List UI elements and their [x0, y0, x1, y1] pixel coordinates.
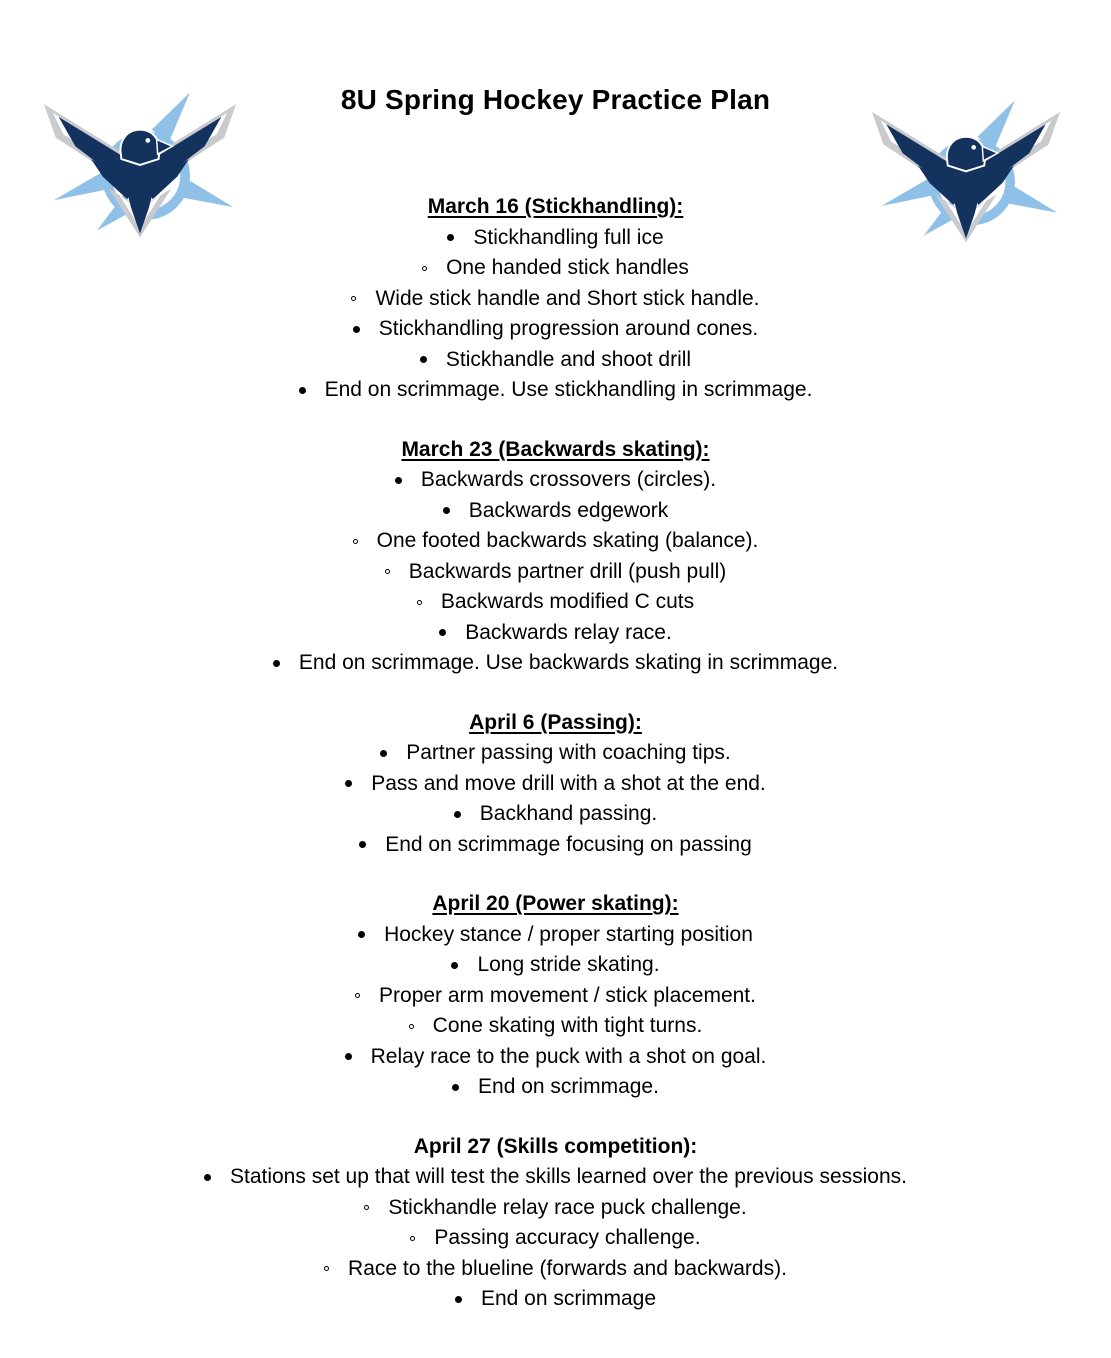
list-item-text: One footed backwards skating (balance).	[376, 529, 759, 552]
list-item-text: Wide stick handle and Short stick handle.	[375, 286, 760, 310]
bullet-circle-icon	[364, 1205, 369, 1210]
list-item-text: Hockey stance / proper starting position	[384, 922, 753, 946]
page-title: 8U Spring Hockey Practice Plan	[340, 84, 771, 115]
list-item	[0, 799, 1111, 830]
bullet-circle-icon	[385, 569, 390, 574]
list-item	[0, 648, 1111, 679]
list-item	[0, 1284, 1111, 1315]
list-item-text: End on scrimmage. Use stickhandling in scrimmage.	[324, 378, 813, 401]
bullet-disc-icon	[443, 507, 450, 514]
list-item	[0, 526, 1111, 557]
list-item-text: End on scrimmage	[480, 1287, 657, 1310]
bullet-disc-icon	[345, 1053, 352, 1060]
section-heading: April 6 (Passing):	[469, 710, 642, 734]
bullet-disc-icon	[380, 750, 387, 757]
list-item	[0, 284, 1111, 315]
list-item	[0, 618, 1111, 649]
list-item	[0, 769, 1111, 800]
bullet-disc-icon	[273, 660, 280, 667]
bullet-circle-icon	[410, 1236, 415, 1241]
list-item	[0, 1072, 1111, 1103]
list-item	[0, 1162, 1111, 1193]
list-item	[0, 1011, 1111, 1042]
list-item-text: Passing accuracy challenge.	[434, 1226, 701, 1249]
list-item-text: Stations set up that will test the skills learned over the previous sessions.	[229, 1165, 907, 1188]
list-item-text: Stickhandle and shoot drill	[445, 347, 692, 371]
list-item	[0, 830, 1111, 861]
list-item-text: End on scrimmage focusing on passing	[385, 832, 752, 856]
list-item-text: Backwards relay race.	[465, 620, 672, 644]
section-march-23	[0, 435, 1111, 679]
list-item	[0, 314, 1111, 345]
list-item	[0, 981, 1111, 1012]
bullet-disc-icon	[455, 1296, 462, 1303]
list-item	[0, 375, 1111, 406]
bullet-disc-icon	[420, 356, 427, 363]
bullet-disc-icon	[439, 629, 446, 636]
list-item	[0, 253, 1111, 284]
list-item-text: Cone skating with tight turns.	[432, 1014, 703, 1037]
section-heading: April 20 (Power skating):	[432, 892, 679, 915]
bullet-circle-icon	[351, 296, 356, 301]
list-item-text: Relay race to the puck with a shot on goal.	[370, 1044, 767, 1068]
section-heading: March 23 (Backwards skating):	[401, 437, 710, 461]
list-item-text: Stickhandling progression around cones.	[378, 317, 759, 340]
bullet-disc-icon	[447, 234, 454, 241]
section-april-27	[0, 1132, 1111, 1315]
section-april-6	[0, 708, 1111, 861]
list-item-text: One handed stick handles	[446, 256, 689, 279]
logo-eye	[145, 138, 150, 143]
list-item-text: End on scrimmage. Use backwards skating in scrimmage.	[298, 651, 839, 674]
bullet-disc-icon	[345, 780, 352, 787]
list-item-text: Long stride skating.	[477, 953, 660, 976]
list-item-text: Proper arm movement / stick placement.	[379, 983, 756, 1007]
bullet-disc-icon	[454, 811, 461, 818]
bullet-disc-icon	[204, 1174, 211, 1181]
list-item	[0, 1042, 1111, 1073]
bullet-circle-icon	[355, 993, 360, 998]
list-item-text: End on scrimmage.	[478, 1075, 659, 1098]
list-item-text: Pass and move drill with a shot at the end.	[371, 771, 766, 795]
list-item	[0, 557, 1111, 588]
list-item-text: Backwards crossovers (circles).	[420, 468, 717, 491]
practice-plan-content	[0, 192, 1111, 1315]
bullet-disc-icon	[299, 387, 306, 394]
list-item	[0, 587, 1111, 618]
list-item	[0, 1223, 1111, 1254]
list-item	[0, 345, 1111, 376]
bullet-circle-icon	[417, 600, 422, 605]
section-april-20	[0, 889, 1111, 1103]
bullet-disc-icon	[353, 326, 360, 333]
list-item	[0, 1254, 1111, 1285]
list-item-text: Backwards edgework	[468, 498, 669, 522]
section-march-16	[0, 192, 1111, 406]
bullet-circle-icon	[422, 266, 427, 271]
list-item-text: Backhand passing.	[479, 802, 658, 825]
bullet-disc-icon	[451, 962, 458, 969]
list-item	[0, 223, 1111, 254]
bullet-disc-icon	[359, 841, 366, 848]
list-item-text: Backwards partner drill (push pull)	[408, 559, 727, 583]
list-item	[0, 920, 1111, 951]
bullet-disc-icon	[452, 1084, 459, 1091]
list-item-text: Backwards modified C cuts	[440, 590, 695, 613]
list-item-text: Partner passing with coaching tips.	[406, 741, 731, 764]
bullet-disc-icon	[395, 477, 402, 484]
bullet-circle-icon	[353, 539, 358, 544]
section-heading: March 16 (Stickhandling):	[427, 195, 684, 218]
section-heading: April 27 (Skills competition):	[413, 1134, 698, 1158]
bullet-circle-icon	[409, 1024, 414, 1029]
list-item	[0, 465, 1111, 496]
list-item	[0, 950, 1111, 981]
list-item	[0, 496, 1111, 527]
list-item-text: Stickhandle relay race puck challenge.	[388, 1195, 747, 1219]
bullet-circle-icon	[324, 1266, 329, 1271]
list-item-text: Stickhandling full ice	[473, 225, 664, 249]
bullet-disc-icon	[358, 931, 365, 938]
list-item-text: Race to the blueline (forwards and backwards).	[348, 1256, 787, 1280]
list-item	[0, 738, 1111, 769]
list-item	[0, 1193, 1111, 1224]
